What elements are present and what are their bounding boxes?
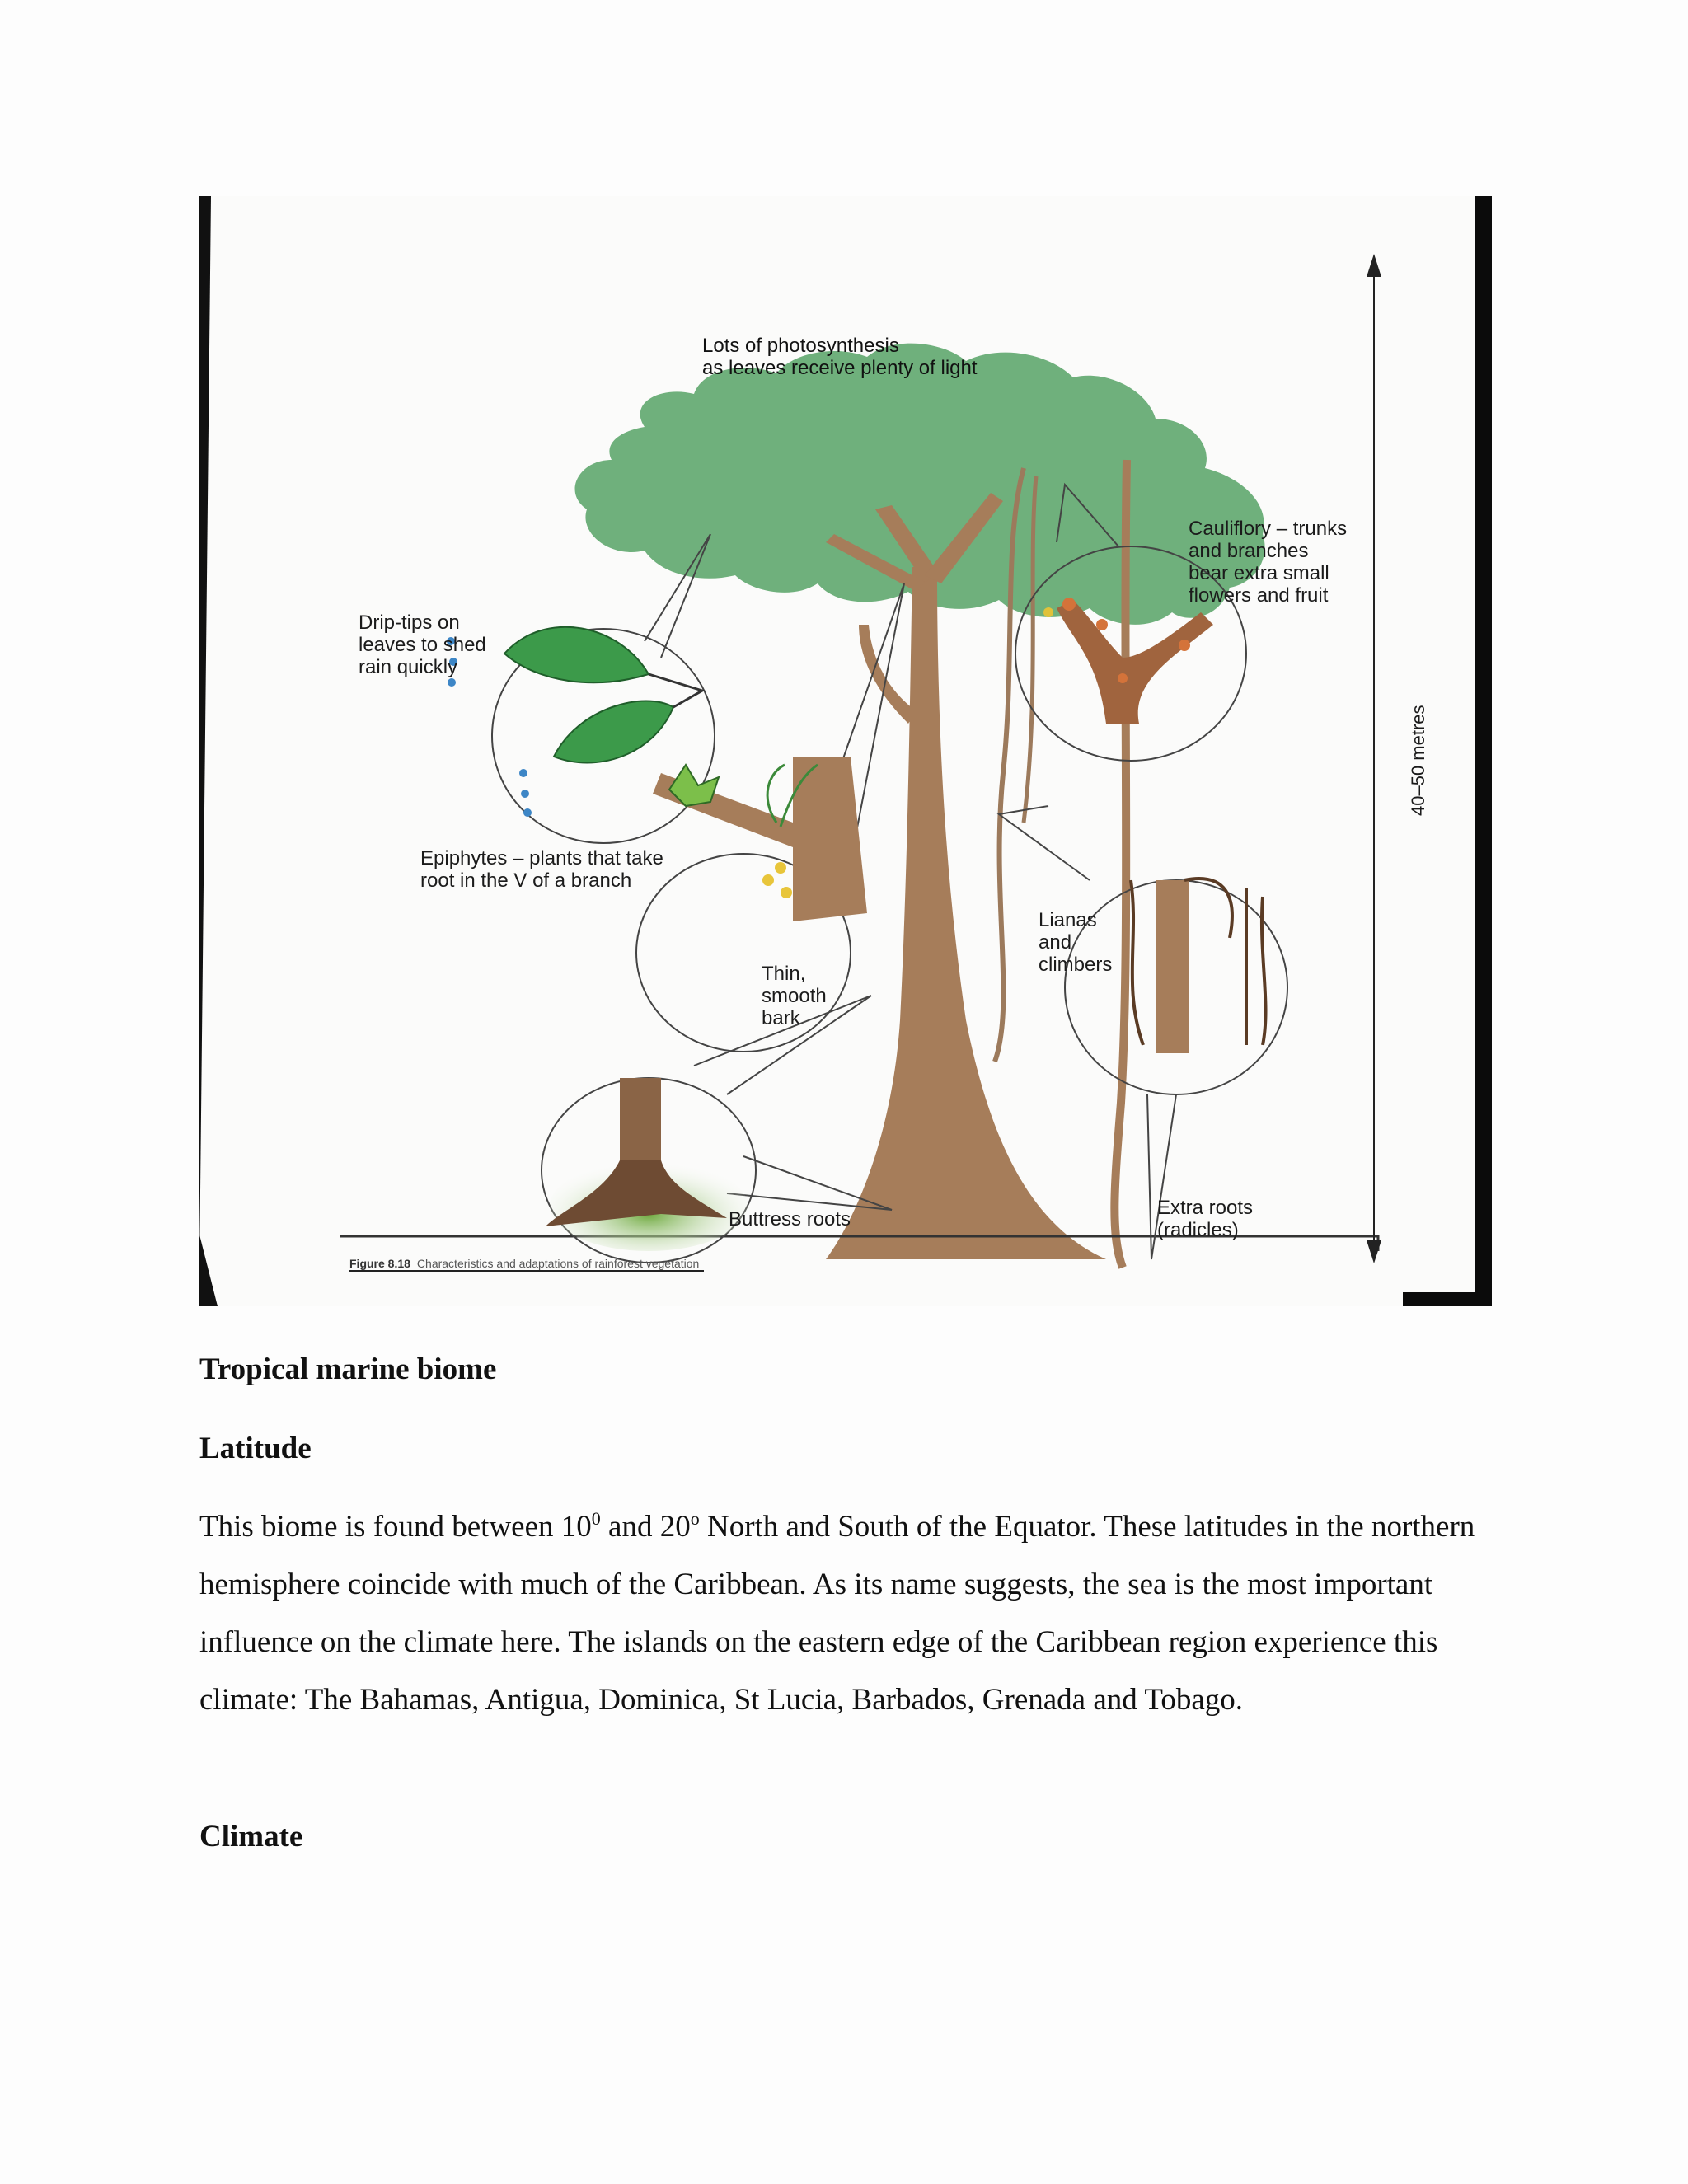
lianas-label: Lianas and climbers [1039,909,1113,976]
figure-number: Figure 8.18 [349,1257,410,1270]
para-text-2: and 20 [600,1510,691,1544]
latitude-paragraph [199,1498,1498,1729]
epiphyte-drawing [653,757,867,921]
bark-label: Thin, smooth bark [762,963,827,1029]
climate-heading: Climate [199,1820,303,1854]
extra-roots-label: Extra roots (radicles) [1157,1197,1254,1241]
section-heading: Tropical marine biome [199,1352,497,1386]
drip-tips-label: Drip-tips on leaves to shed rain quickly [359,612,486,678]
para-text-1: This biome is found between 10 [199,1510,592,1544]
latitude-heading: Latitude [199,1432,312,1465]
figure-caption-text: Characteristics and adaptations of rainforest vegetation [416,1257,700,1270]
epiphytes-label: Epiphytes – plants that take root in the V of a branch [420,847,663,892]
rainforest-figure [199,196,1492,1306]
buttress-roots-label: Buttress roots [729,1208,851,1230]
height-label: 40–50 metres [1408,705,1428,816]
buttress-drawing [546,1078,748,1251]
cauliflory-label: Cauliflory – trunks and branches bear extra small flowers and fruit [1189,518,1348,607]
degree-sup-2: o [690,1508,700,1529]
lianas-drawing [1131,879,1266,1053]
degree-sup-1: 0 [591,1508,601,1529]
figure-caption [349,1257,704,1272]
canopy-label: Lots of photosynthesis as leaves receive plenty of light [702,335,978,379]
para-text-3: North and South of the Equator. These latitudes in the northern hemisphere coincide with much of the Caribbean. As its name suggests, the sea is the most important influence on the climate here. The islands on the eastern edge of the Caribbean region experience this climate: The Bahamas, Antigua, Dominica, St Lucia, Barbados, Grenada and Tobago. [199,1510,1475,1717]
